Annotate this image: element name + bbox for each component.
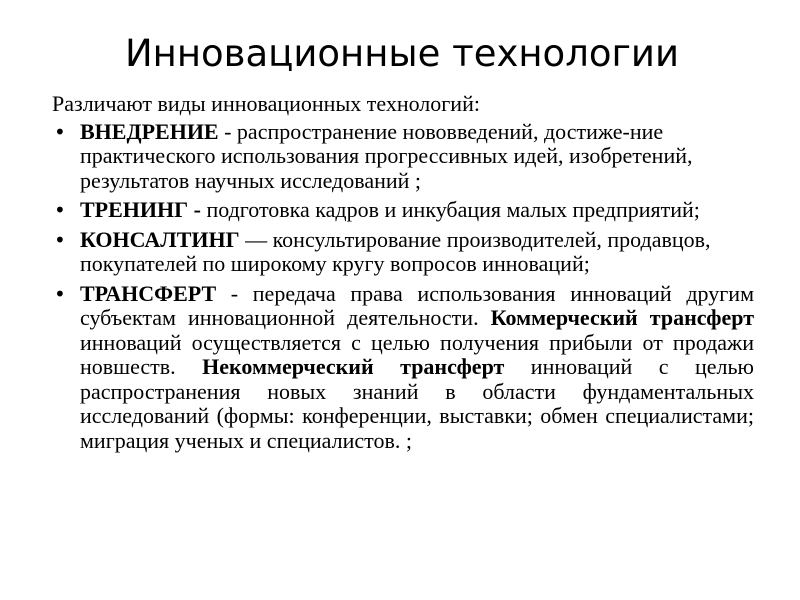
commercial-transfer-term: Коммерческий трансферт: [490, 305, 754, 330]
item-text: [80, 282, 754, 454]
list-item-konsalting: [50, 228, 754, 277]
bullet-icon: •: [54, 281, 66, 306]
item-text: [80, 228, 754, 277]
item-text: [80, 198, 754, 223]
list-item-transfert: [50, 282, 754, 454]
item-description: - передача права использования инноваций другим субъектам инновационной деятельности.: [80, 280, 754, 330]
noncommercial-transfer-description: инноваций с целью распространения новых знаний в области фундаментальных исследований (формы: конференции, выставки; обмен специалистами; миграция ученых и специалистов. ;: [80, 354, 754, 453]
list-item-vnedrenie: [50, 120, 754, 194]
item-term: ТРЕНИНГ -: [80, 197, 201, 222]
slide-title: Инновационные технологии: [124, 32, 680, 75]
item-text: [80, 120, 754, 194]
item-term: ВНЕДРЕНИЕ: [80, 118, 219, 144]
bullet-icon: •: [54, 119, 66, 144]
commercial-transfer-description: инноваций осуществляется с целью получения прибыли от продажи новшеств.: [80, 329, 754, 379]
noncommercial-transfer-term: Некоммерческий трансферт: [202, 354, 505, 379]
bullet-icon: •: [54, 227, 66, 252]
item-term: КОНСАЛТИНГ: [80, 226, 240, 252]
bullet-icon: •: [54, 198, 66, 222]
intro-text: Различают виды инновационных технологий:: [52, 91, 480, 116]
item-description: — консультирование производителей, продавцов, покупателей по широкому кругу вопросов инноваций;: [80, 226, 711, 276]
item-description: - распространение нововведений, достиже-ние практического использования прогрессивных идей, изобретений, результатов научных исследований ;: [80, 118, 693, 193]
item-term: ТРАНСФЕРТ: [80, 280, 217, 306]
item-description: подготовка кадров и инкубация малых предприятий;: [200, 197, 700, 222]
technology-list: [50, 120, 754, 454]
slide-body: [50, 92, 754, 453]
list-item-trening: [50, 198, 754, 223]
